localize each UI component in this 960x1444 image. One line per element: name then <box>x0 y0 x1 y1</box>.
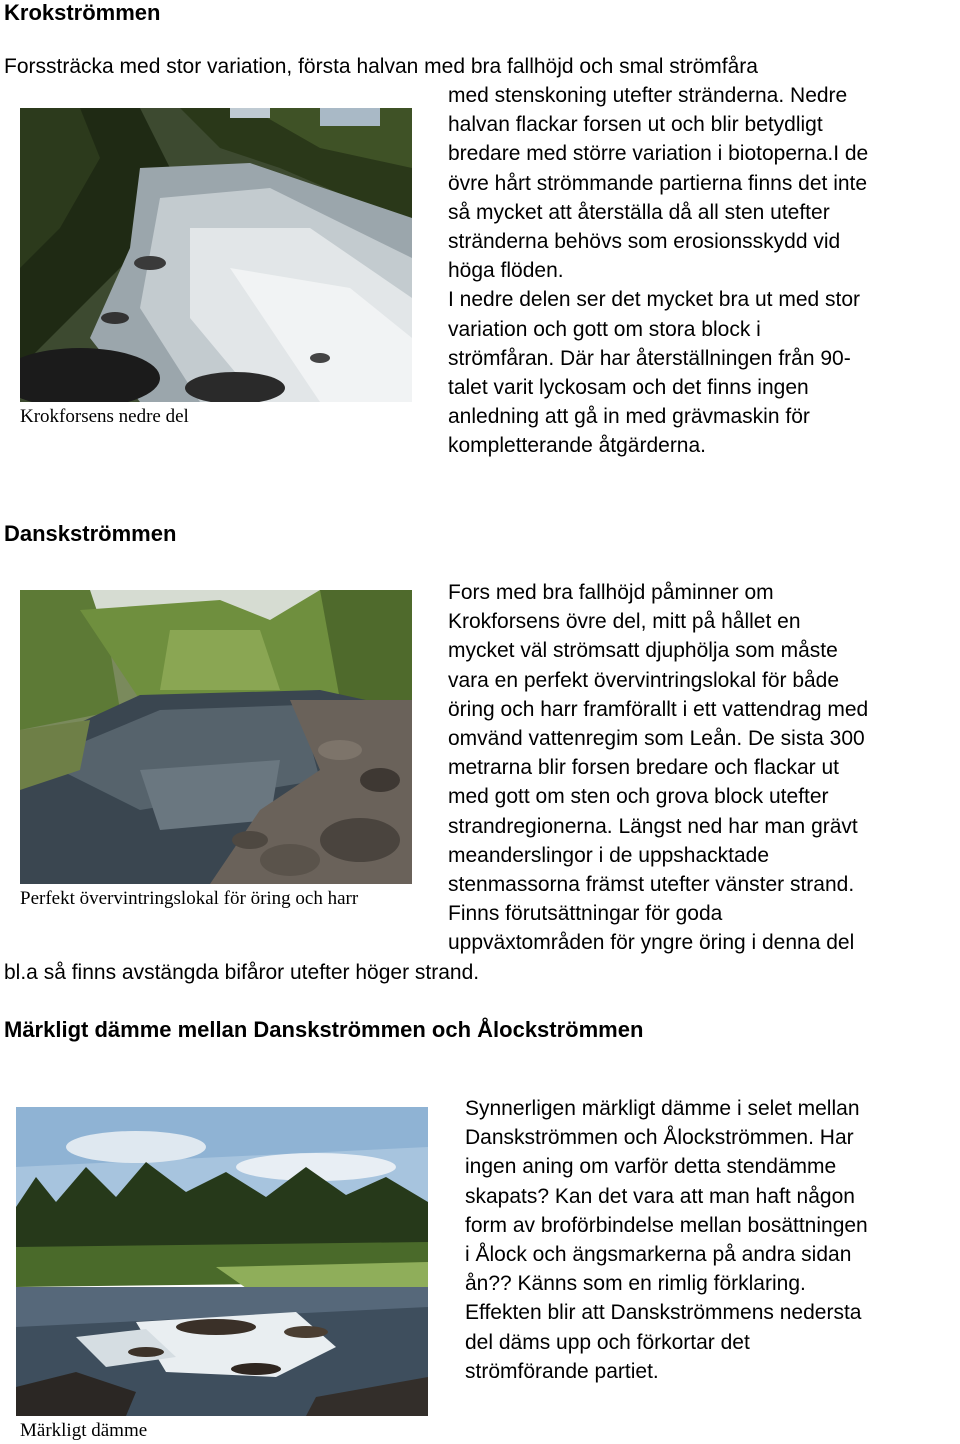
text-line: med gott om sten och grova block utefter <box>448 785 829 809</box>
text-line: bredare med större variation i biotoperna.I de <box>448 142 869 166</box>
text-line: halvan flackar forsen ut och blir betydligt <box>448 113 823 137</box>
photo-markligt-damme <box>16 1107 428 1416</box>
text-line: uppväxtområden för yngre öring i denna del <box>448 931 855 955</box>
text-line: Finns förutsättningar för goda <box>448 902 723 926</box>
krokstrommen-text-column <box>448 81 868 461</box>
text-line: bl.a så finns avstängda bifåror utefter höger strand. <box>4 961 480 984</box>
text-line: så mycket att återställa då all sten utefter <box>448 200 830 224</box>
rapids-photo-1 <box>20 108 412 402</box>
text-line: Forssträcka med stor variation, första halvan med bra fallhöjd och smal strömfåra <box>4 55 758 78</box>
text-line: kompletterande åtgärderna. <box>448 434 706 458</box>
text-line: I nedre delen ser det mycket bra ut med stor <box>448 288 861 312</box>
heading-krokstrommen: Krokströmmen <box>4 0 161 25</box>
text-line: strandregionerna. Längst ned har man grävt <box>448 814 858 838</box>
text-line: strömfåran. Där har återställningen från 90- <box>448 346 851 370</box>
text-line: höga flöden. <box>448 259 564 283</box>
text-line: skapats? Kan det vara att man haft någon <box>465 1184 855 1208</box>
text-line: vara en perfekt övervintringslokal för både <box>448 668 840 692</box>
text-line: med stenskoning utefter stränderna. Nedre <box>448 84 848 107</box>
markligt-damme-text-column <box>465 1094 868 1386</box>
text-line: anledning att gå in med grävmaskin för <box>448 405 810 429</box>
text-line: Danskströmmen och Ålockströmmen. Har <box>465 1126 854 1150</box>
photo-krokforsens-nedre-del <box>20 108 412 402</box>
text-line: form av broförbindelse mellan bosättningen <box>465 1213 868 1237</box>
text-line: del däms upp och förkortar det <box>465 1330 750 1354</box>
danskstrommen-text-wide <box>4 958 479 987</box>
krokstrommen-text-wide <box>4 52 758 81</box>
caption-krokforsens-nedre-del: Krokforsens nedre del <box>20 406 189 427</box>
text-line: Effekten blir att Danskströmmens nedersta <box>465 1301 862 1325</box>
dam-photo-3 <box>16 1107 428 1416</box>
text-line: stränderna behövs som erosionsskydd vid <box>448 230 841 254</box>
text-line: i Ålock och ängsmarkerna på andra sidan <box>465 1243 852 1267</box>
text-line: ån?? Känns som en rimlig förklaring. <box>465 1272 806 1296</box>
text-line: metrarna blir forsen bredare och flackar ut <box>448 756 840 780</box>
text-line: variation och gott om stora block i <box>448 317 761 341</box>
text-line: öring och harr framförallt i ett vattendrag med <box>448 697 869 721</box>
photo-perfekt-overvintringslokal <box>20 590 412 884</box>
text-line: stenmassorna främst utefter vänster strand. <box>448 873 855 897</box>
danskstrommen-text-column <box>448 578 868 958</box>
text-line: talet varit lyckosam och det finns ingen <box>448 376 809 400</box>
heading-danskstrommen: Danskströmmen <box>4 521 177 546</box>
text-line: mycket väl strömsatt djuphölja som måste <box>448 639 838 663</box>
text-line: Synnerligen märkligt dämme i selet mellan <box>465 1097 860 1120</box>
text-line: meanderslingor i de uppshacktade <box>448 843 770 867</box>
river-photo-2 <box>20 590 412 884</box>
caption-markligt-damme: Märkligt dämme <box>20 1420 148 1441</box>
text-line: Fors med bra fallhöjd påminner om <box>448 581 774 604</box>
heading-markligt-damme: Märkligt dämme mellan Danskströmmen och Ålockströmmen <box>4 1017 644 1042</box>
caption-perfekt-overvintringslokal: Perfekt övervintringslokal för öring och harr <box>20 888 359 909</box>
text-line: ingen aning om varför detta stendämme <box>465 1155 837 1179</box>
text-line: strömförande partiet. <box>465 1359 659 1383</box>
text-line: övre hårt strömmande partierna finns det inte <box>448 171 868 195</box>
text-line: Krokforsens övre del, mitt på hållet en <box>448 610 801 634</box>
text-line: omvänd vattenregim som Leån. De sista 300 <box>448 727 865 751</box>
